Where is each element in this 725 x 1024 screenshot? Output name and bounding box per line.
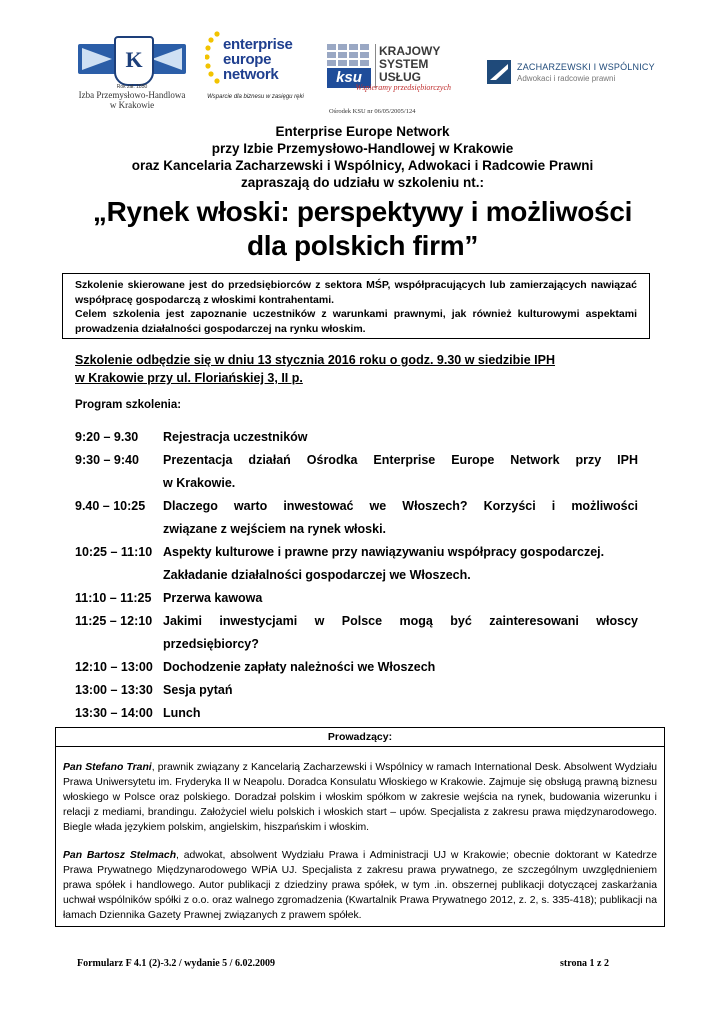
program-time: 12:10 – 13:00 [75, 660, 153, 674]
program-desc-cont: przedsiębiorcy? [163, 637, 259, 651]
zw-subtitle: Adwokaci i radcowie prawni [517, 74, 616, 83]
footer-form-id: Formularz F 4.1 (2)-3.2 / wydanie 5 / 6.02.2009 [77, 958, 275, 969]
event-details [75, 351, 640, 387]
program-time: 9:20 – 9.30 [75, 430, 139, 444]
ksu-accreditation: Ośrodek KSU nr 06/05/2005/124 [329, 108, 416, 115]
program-time: 9:30 – 9:40 [75, 453, 139, 467]
program-desc: Aspekty kulturowe i prawne przy nawiązywaniu współpracy gospodarczej. [163, 545, 605, 559]
program-time: 13:00 – 13:30 [75, 683, 153, 697]
lecturer-text-1: , prawnik związany z Kancelarią Zacharzewski i Wspólnicy w ramach International Desk. Absolwent Wydziału Prawa Uniwersytetu im. Fryderyka II w Neapolu. Doradca Konsulatu Włoskiego w Krakowie. Zajmuje się obsługą prawną biznesu włoskiego w Polsce oraz polskiego. Doradzał polskim i włoskim spółkom w zakresie wejścia na rynek, budowania wizerunku i relacji z mediami, brandingu. Założyciel wielu polskich i włoskich start – upów. Specjalista z zakresu prawa międzynarodowego. Biegle włada językiem polskim, angielskim, hiszpańskim i włoskim. [63, 762, 657, 833]
program-desc-cont: Zakładanie działalności gospodarczej we Włoszech. [163, 568, 471, 582]
zw-name: ZACHARZEWSKI I WSPÓLNICY [517, 62, 655, 72]
program-time: 9.40 – 10:25 [75, 499, 146, 513]
page-title [60, 195, 665, 263]
intro-paragraph-2: Celem szkolenia jest zapoznanie uczestników z warunkami prawnymi, jak również kulturowymi aspektami prowadzenia działalności gospodarczej na rynku włoskim. [75, 308, 637, 335]
intro-box [62, 273, 650, 339]
program-time: 13:30 – 14:00 [75, 706, 153, 720]
iph-caption-line2: w Krakowie [109, 100, 155, 110]
program-desc-cont: w Krakowie. [163, 476, 236, 490]
lecturer-bio-2 [63, 848, 657, 923]
eu-stars-icon [205, 30, 225, 86]
program-desc: Rejestracja uczestników [163, 430, 308, 444]
ksu-grid-icon [327, 44, 371, 66]
ksu-line2: SYSTEM [379, 57, 429, 71]
event-when-line2: w Krakowie przy ul. Floriańskiej 3, II p. [75, 371, 303, 385]
iph-year: Rok zał. 1850 [116, 84, 148, 90]
ksu-divider [375, 44, 376, 88]
een-line3: network [223, 66, 279, 83]
program-desc: Sesja pytań [163, 683, 233, 697]
event-when-line1: Szkolenie odbędzie się w dniu 13 stycznia 2016 roku o godz. 9.30 w siedzibie IPH [75, 353, 556, 367]
zw-mark-icon [487, 60, 511, 84]
program-time: 11:25 – 12:10 [75, 614, 153, 628]
title-line1: „Rynek włoski: perspektywy i możliwości [92, 196, 633, 227]
program-desc-cont: związane z wejściem na rynek włoski. [163, 522, 387, 536]
iph-caption [72, 90, 192, 110]
header-line3: oraz Kancelaria Zacharzewski i Wspólnicy, Adwokaci i Radcowie Prawni [131, 158, 594, 173]
program-desc: Przerwa kawowa [163, 591, 263, 605]
header-line4: zapraszają do udziału w szkoleniu nt.: [240, 175, 485, 190]
ksu-slogan: Wspieramy przedsiębiorczych [355, 83, 451, 92]
ksu-line1: KRAJOWY [379, 44, 441, 58]
program-desc: Prezentacja działań Ośrodka Enterprise Europe Network przy IPH [163, 453, 638, 467]
footer-page-number: strona 1 z 2 [560, 958, 609, 969]
ksu-logo [327, 44, 452, 116]
zw-logo [487, 60, 657, 90]
een-logo [203, 26, 308, 108]
program-desc: Dlaczego warto inwestować we Włoszech? Korzyści i możliwości [163, 499, 638, 513]
een-line2: europe [223, 51, 272, 68]
lecturer-name-2: Pan Bartosz Stelmach [63, 850, 177, 861]
lecturer-bio-1 [63, 760, 657, 835]
program-time: 11:10 – 11:25 [75, 591, 152, 605]
program-desc: Jakimi inwestycjami w Polsce mogą być zainteresowani włoscy [163, 614, 638, 628]
header-line1: Enterprise Europe Network [275, 124, 450, 139]
lecturer-name-1: Pan Stefano Trani [63, 762, 152, 773]
iph-shield-icon: K [114, 36, 154, 86]
iph-caption-line1: Izba Przemysłowo-Handlowa [78, 90, 186, 100]
ksu-line3: USŁUG [379, 70, 421, 84]
lecturers-box [55, 727, 665, 927]
een-line1: enterprise [223, 36, 293, 53]
lecturer-text-2: , adwokat, absolwent Wydziału Prawa i Administracji UJ w Krakowie; obecnie doktorant w Katedrze Prawa Prywatnego Międzynarodowego WPiA UJ. Specjalista z zakresu prawa prywatnego, ze szczególnym uwzględnieniem prawa spółek i handlowego. Autor publikacji z dziedziny prawa spółek, w tym .in. obszernej publikacji dotyczącej zaskarżania uchwał wspólników spółki z o.o. oraz walnego zgromadzenia (Kwartalnik Prawa Prywatnego 2012, z. 2, s. 335-418); publikacji na łamach Dziennika Gazety Prawnej związanych z prawem spółek. [63, 850, 657, 921]
title-line2: dla polskich firm” [246, 230, 479, 261]
program-desc: Dochodzenie zapłaty należności we Włoszech [163, 660, 436, 674]
header-line2: przy Izbie Przemysłowo-Handlowej w Krakowie [211, 141, 514, 156]
program-label: Program szkolenia: [75, 399, 182, 411]
lecturers-heading: Prowadzący: [56, 728, 664, 747]
ksu-short: ksu [327, 68, 371, 88]
program-desc: Lunch [163, 706, 201, 720]
iph-logo [72, 34, 192, 112]
een-tagline: Wsparcie dla biznesu w zasięgu ręki [207, 94, 304, 100]
program-time: 10:25 – 11:10 [75, 545, 153, 559]
intro-paragraph-1: Szkolenie skierowane jest do przedsiębiorców z sektora MŚP, współpracujących lub zamierzających nawiązać współpracę gospodarczą z włoskimi kontrahentami. [75, 279, 637, 306]
